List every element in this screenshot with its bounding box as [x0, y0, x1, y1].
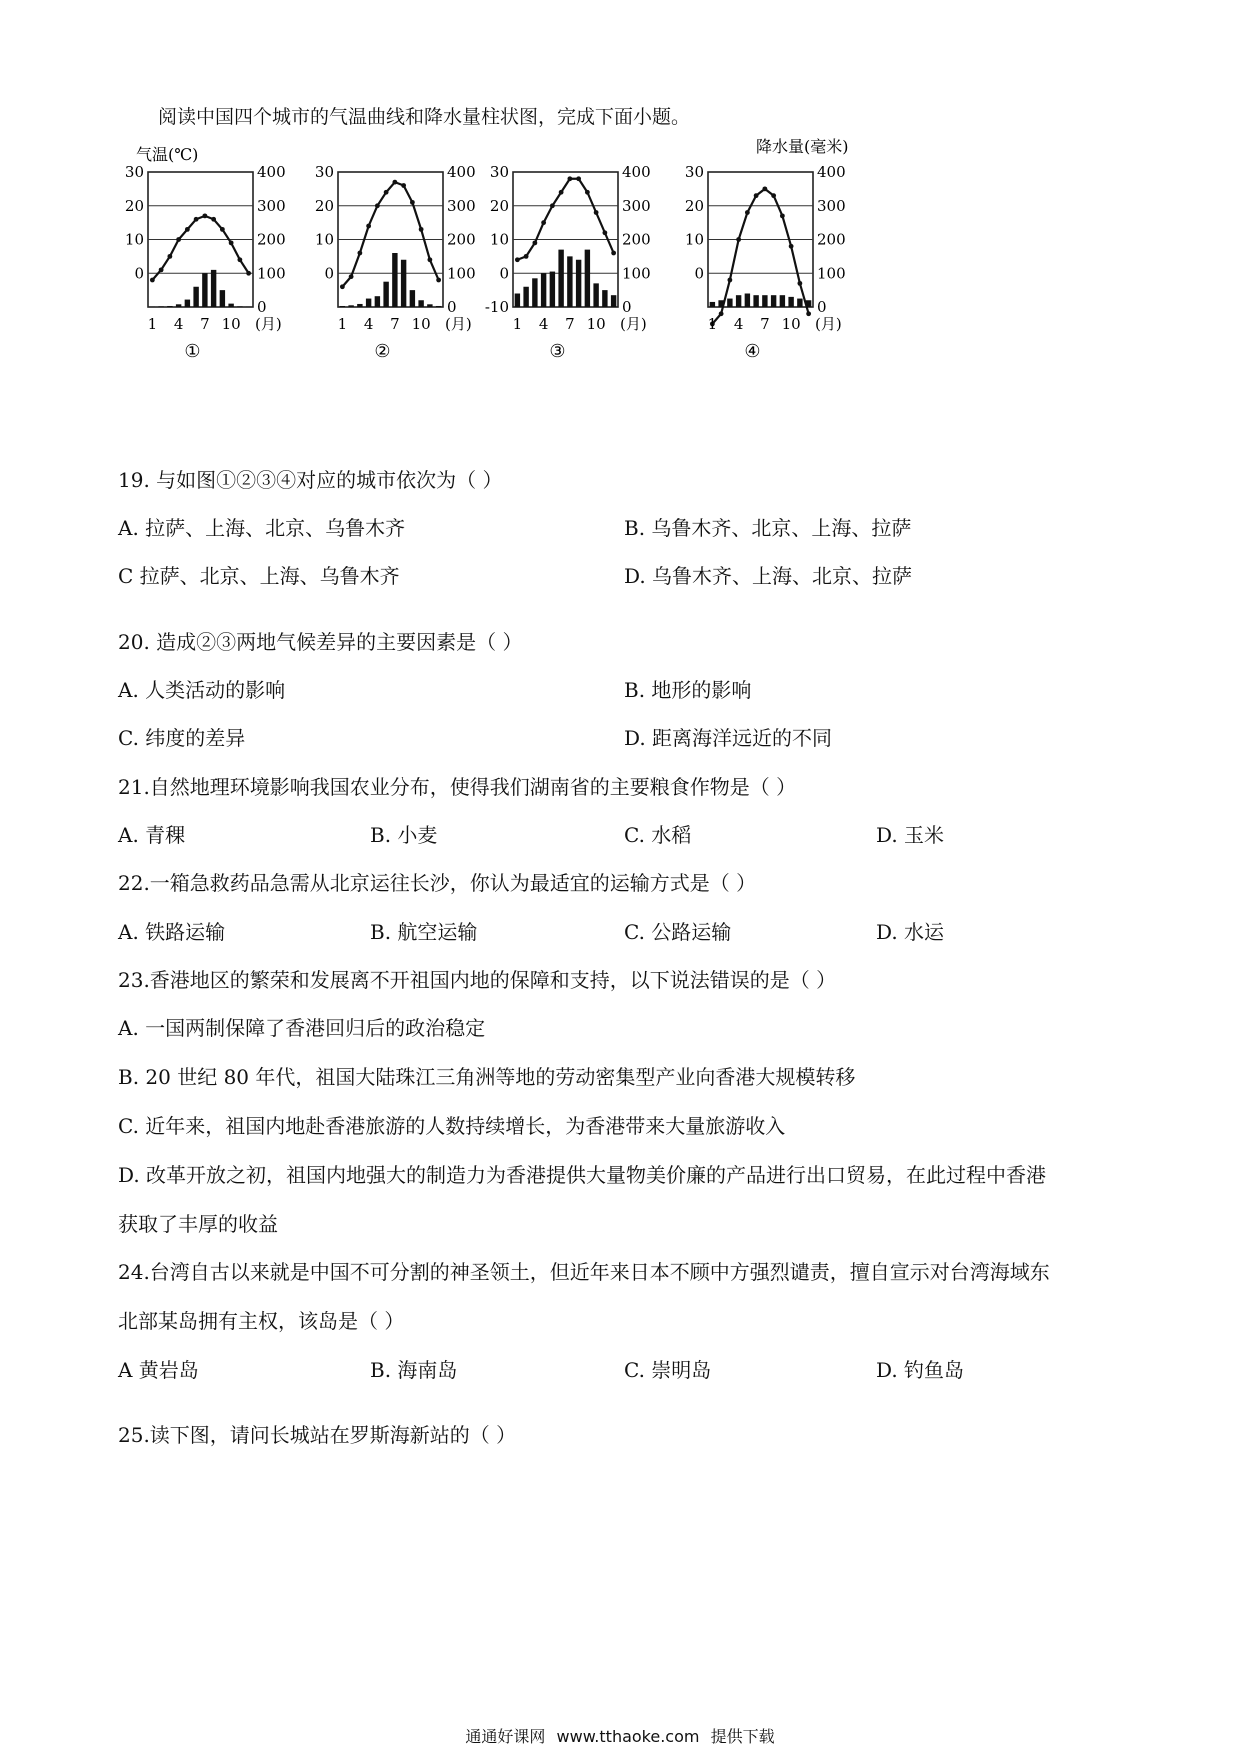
temperature-point — [789, 244, 794, 249]
temperature-curve — [712, 189, 808, 324]
precip-bar — [523, 287, 528, 307]
chart-precip-tick: 200 — [257, 230, 286, 249]
chart-temp-tick: 20 — [684, 196, 704, 215]
q22-option-b[interactable]: B. 航空运输 — [370, 920, 478, 944]
temperature-point — [762, 186, 767, 191]
precip-bar — [567, 256, 572, 307]
q22-option-a[interactable]: A. 铁路运输 — [118, 920, 226, 944]
q23-option-d-continued: 获取了丰厚的收益 — [118, 1212, 278, 1236]
chart-precip-tick: 400 — [447, 163, 476, 181]
temperature-point — [167, 254, 172, 259]
q20-option-d[interactable]: D. 距离海洋远近的不同 — [624, 726, 833, 750]
q21-option-b[interactable]: B. 小麦 — [370, 823, 438, 847]
q21-option-c[interactable]: C. 水稻 — [624, 823, 692, 847]
precip-bar — [340, 306, 345, 307]
question-24-stem-continued: 北部某岛拥有主权，该岛是（ ） — [118, 1309, 405, 1333]
precip-bar — [348, 305, 353, 307]
precip-bar — [401, 260, 406, 307]
temperature-point — [719, 311, 724, 316]
q24-option-b[interactable]: B. 海南岛 — [370, 1358, 458, 1382]
temperature-point — [550, 203, 555, 208]
temperature-point — [771, 193, 776, 198]
q20-option-c[interactable]: C. 纬度的差异 — [118, 726, 246, 750]
precip-bar — [788, 297, 793, 307]
precip-bar — [541, 273, 546, 307]
temperature-point — [745, 210, 750, 215]
q24-option-c[interactable]: C. 崇明岛 — [624, 1358, 712, 1382]
chart-temp-tick: 20 — [314, 196, 334, 215]
chart-precip-tick: 0 — [622, 298, 632, 316]
temperature-point — [427, 257, 432, 262]
chart-month-tick: 1 — [512, 315, 523, 333]
precip-bar — [418, 300, 423, 307]
temperature-point — [559, 190, 564, 195]
chart-temp-tick: 10 — [314, 230, 334, 249]
chart-month-tick: 10 — [781, 315, 801, 333]
temperature-point — [515, 257, 520, 262]
chart-temp-tick: 30 — [684, 163, 704, 181]
precip-bar — [797, 299, 802, 307]
chart-month-tick: 4 — [173, 315, 184, 333]
temperature-point — [806, 311, 811, 316]
chart-temp-tick: 20 — [489, 196, 509, 215]
chart-month-tick: 10 — [411, 315, 431, 333]
q23-option-c[interactable]: C. 近年来，祖国内地赴香港旅游的人数持续增长，为香港带来大量旅游收入 — [118, 1114, 786, 1138]
chart-month-tick: 10 — [221, 315, 241, 333]
temperature-point — [229, 240, 234, 245]
chart-temp-tick: 10 — [124, 230, 144, 249]
precip-bar — [736, 295, 741, 307]
precip-bar — [220, 290, 225, 307]
precip-bar — [515, 294, 520, 308]
chart-month-tick: 4 — [363, 315, 374, 333]
precip-bar — [602, 290, 607, 307]
q23-option-d[interactable]: D. 改革开放之初，祖国内地强大的制造力为香港提供大量物美价廉的产品进行出口贸易，在此过程中香港 — [118, 1163, 1047, 1187]
temperature-point — [202, 213, 207, 218]
precip-bar — [202, 273, 207, 307]
precip-bar — [357, 304, 362, 307]
intro-text: 阅读中国四个城市的气温曲线和降水量柱状图，完成下面小题。 — [158, 106, 691, 128]
temperature-point — [159, 267, 164, 272]
chart-precip-tick: 400 — [622, 163, 651, 181]
chart-temp-tick: 0 — [134, 264, 144, 283]
q24-option-d[interactable]: D. 钓鱼岛 — [876, 1358, 965, 1382]
temperature-point — [780, 213, 785, 218]
chart-month-tick: 4 — [538, 315, 549, 333]
temperature-curve — [342, 182, 438, 287]
question-20-stem: 20. 造成②③两地气候差异的主要因素是（ ） — [118, 630, 523, 654]
chart-month-unit: (月) — [255, 315, 282, 333]
chart-precip-tick: 200 — [622, 230, 651, 249]
precip-bar — [710, 302, 715, 307]
precip-bar — [167, 306, 172, 307]
precip-bar — [375, 296, 380, 307]
chart-precip-tick: 0 — [257, 298, 267, 316]
q20-option-b[interactable]: B. 地形的影响 — [624, 678, 752, 702]
temperature-point — [727, 278, 732, 283]
precip-bar — [576, 260, 581, 307]
temperature-point — [340, 284, 345, 289]
chart-panel-label: ④ — [744, 341, 761, 362]
footer-url[interactable]: www.tthaoke.com — [556, 1727, 700, 1746]
temperature-curve — [152, 216, 248, 280]
chart-precip-tick: 100 — [447, 264, 476, 283]
chart-month-tick: 1 — [337, 315, 348, 333]
chart-precip-tick: 200 — [817, 230, 846, 249]
chart-temp-tick: 30 — [124, 163, 144, 181]
precip-bar — [593, 283, 598, 307]
chart-temp-tick: 0 — [499, 264, 509, 283]
precip-bar — [780, 295, 785, 307]
chart-temp-tick: -10 — [484, 298, 509, 316]
chart-month-tick: 7 — [200, 315, 210, 333]
q22-option-d[interactable]: D. 水运 — [876, 920, 945, 944]
temperature-axis-title: 气温(℃) — [136, 145, 199, 164]
precip-bar — [185, 300, 190, 307]
chart-precip-tick: 400 — [817, 163, 846, 181]
chart-precip-tick: 200 — [447, 230, 476, 249]
chart-panel-label: ① — [184, 341, 201, 362]
temperature-point — [410, 200, 415, 205]
question-25-stem: 25.读下图，请问长城站在罗斯海新站的（ ） — [118, 1423, 517, 1447]
q21-option-d[interactable]: D. 玉米 — [876, 823, 945, 847]
precip-bar — [585, 250, 590, 307]
temperature-point — [185, 227, 190, 232]
chart-month-tick: 1 — [147, 315, 158, 333]
precip-bar — [550, 272, 555, 307]
chart-precip-tick: 100 — [622, 264, 651, 283]
temperature-curve — [517, 179, 613, 260]
q22-option-c[interactable]: C. 公路运输 — [624, 920, 732, 944]
temperature-point — [392, 180, 397, 185]
q23-option-a[interactable]: A. 一国两制保障了香港回归后的政治稳定 — [118, 1016, 486, 1040]
temperature-point — [150, 278, 155, 283]
temperature-point — [797, 281, 802, 286]
chart-precip-tick: 300 — [447, 196, 476, 215]
chart-temp-tick: 10 — [684, 230, 704, 249]
q19-option-c[interactable]: C 拉萨、北京、上海、乌鲁木齐 — [118, 564, 400, 588]
chart-month-unit: (月) — [445, 315, 472, 333]
climate-charts — [124, 137, 966, 400]
chart-temp-tick: 30 — [314, 163, 334, 181]
page-footer — [0, 1724, 1240, 1747]
precip-bar — [211, 270, 216, 307]
temperature-point — [585, 190, 590, 195]
temperature-point — [194, 217, 199, 222]
footer-note: 提供下载 — [710, 1727, 775, 1746]
precip-bar — [558, 250, 563, 307]
temperature-point — [349, 274, 354, 279]
chart-temp-tick: 0 — [694, 264, 704, 283]
temperature-point — [754, 193, 759, 198]
precip-bar — [753, 295, 758, 307]
question-22-stem: 22.一箱急救药品急需从北京运往长沙，你认为最适宜的运输方式是（ ） — [118, 871, 757, 895]
precip-bar — [383, 282, 388, 307]
chart-month-tick: 7 — [760, 315, 770, 333]
chart-month-tick: 1 — [707, 315, 718, 333]
temperature-point — [532, 240, 537, 245]
temperature-point — [436, 278, 441, 283]
chart-month-tick: 7 — [565, 315, 575, 333]
chart-month-unit: (月) — [815, 315, 842, 333]
temperature-point — [384, 190, 389, 195]
temperature-point — [220, 227, 225, 232]
question-24-stem: 24.台湾自古以来就是中国不可分割的神圣领土，但近年来日本不顾中方强烈谴责，擅自宣示对台湾海域东 — [118, 1260, 1050, 1284]
chart-temp-tick: 30 — [489, 163, 509, 181]
precip-bar — [427, 304, 432, 307]
precip-bar — [745, 294, 750, 308]
chart-precip-tick: 300 — [257, 196, 286, 215]
temperature-point — [576, 176, 581, 181]
precip-bar — [158, 306, 163, 307]
precip-bar — [228, 304, 233, 307]
question-23-stem: 23.香港地区的繁荣和发展离不开祖国内地的保障和支持，以下说法错误的是（ ） — [118, 968, 837, 992]
temperature-point — [176, 237, 181, 242]
chart-precip-tick: 100 — [817, 264, 846, 283]
precip-bar — [237, 306, 242, 307]
q19-option-a[interactable]: A. 拉萨、上海、北京、乌鲁木齐 — [118, 516, 406, 540]
chart-precip-tick: 400 — [257, 163, 286, 181]
precip-bar — [771, 295, 776, 307]
temperature-point — [419, 227, 424, 232]
chart-temp-tick: 0 — [324, 264, 334, 283]
q20-option-a[interactable]: A. 人类活动的影响 — [118, 678, 286, 702]
temperature-point — [524, 254, 529, 259]
temperature-point — [366, 224, 371, 229]
precip-bar — [727, 299, 732, 307]
question-21-stem: 21.自然地理环境影响我国农业分布，使得我们湖南省的主要粮食作物是（ ） — [118, 775, 797, 799]
precipitation-axis-title: 降水量(毫米) — [756, 137, 849, 156]
chart-month-unit: (月) — [620, 315, 647, 333]
chart-precip-tick: 300 — [622, 196, 651, 215]
chart-month-tick: 10 — [586, 315, 606, 333]
precip-bar — [392, 253, 397, 307]
temperature-point — [611, 251, 616, 256]
temperature-point — [401, 183, 406, 188]
temperature-point — [594, 210, 599, 215]
precip-bar — [176, 304, 181, 307]
chart-month-tick: 7 — [390, 315, 400, 333]
q19-option-d[interactable]: D. 乌鲁木齐、上海、北京、拉萨 — [624, 564, 913, 588]
footer-site-name: 通通好课网 — [465, 1727, 546, 1746]
precip-bar — [366, 299, 371, 307]
q23-option-b[interactable]: B. 20 世纪 80 年代，祖国大陆珠江三角洲等地的劳动密集型产业向香港大规模转移 — [118, 1065, 856, 1089]
chart-temp-tick: 20 — [124, 196, 144, 215]
question-19-stem: 19. 与如图①②③④对应的城市依次为（ ） — [118, 468, 503, 492]
precip-bar — [410, 290, 415, 307]
chart-month-tick: 4 — [733, 315, 744, 333]
precip-bar — [611, 295, 616, 307]
climate-charts-svg — [124, 137, 966, 400]
precip-bar — [193, 287, 198, 307]
temperature-point — [357, 251, 362, 256]
q24-option-a[interactable]: A 黄岩岛 — [118, 1358, 199, 1382]
temperature-point — [375, 203, 380, 208]
precip-bar — [532, 278, 537, 307]
chart-temp-tick: 10 — [489, 230, 509, 249]
temperature-point — [237, 257, 242, 262]
q19-option-b[interactable]: B. 乌鲁木齐、北京、上海、拉萨 — [624, 516, 912, 540]
temperature-point — [246, 271, 251, 276]
precip-bar — [762, 295, 767, 307]
chart-panel-label: ③ — [549, 341, 566, 362]
q21-option-a[interactable]: A. 青稞 — [118, 823, 186, 847]
temperature-point — [211, 217, 216, 222]
chart-precip-tick: 300 — [817, 196, 846, 215]
chart-precip-tick: 0 — [817, 298, 827, 316]
temperature-point — [736, 237, 741, 242]
temperature-point — [567, 176, 572, 181]
temperature-point — [541, 220, 546, 225]
temperature-point — [602, 230, 607, 235]
chart-precip-tick: 0 — [447, 298, 457, 316]
chart-panel-label: ② — [374, 341, 391, 362]
precip-bar — [436, 306, 441, 307]
chart-precip-tick: 100 — [257, 264, 286, 283]
